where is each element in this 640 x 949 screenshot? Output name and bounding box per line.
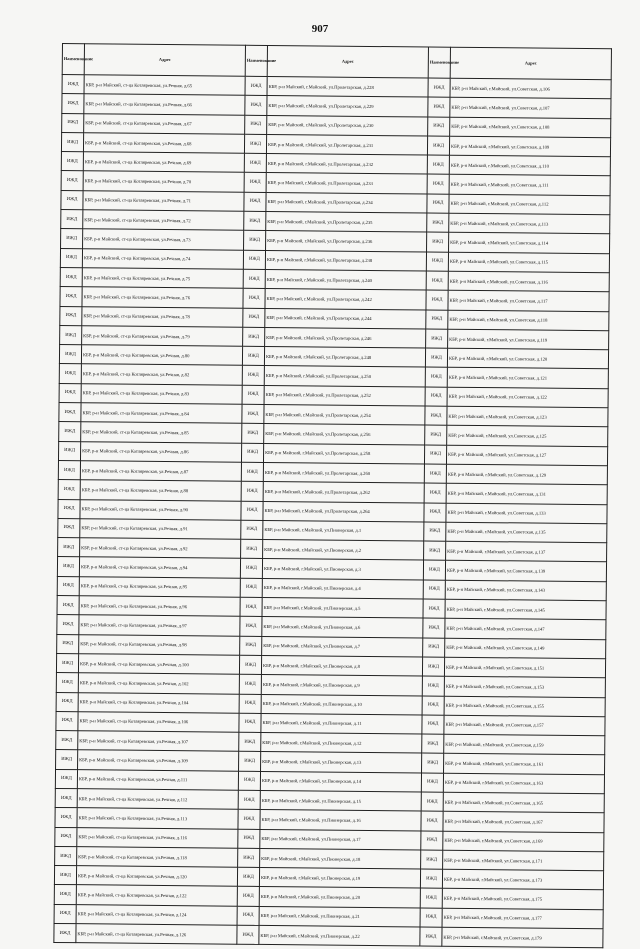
cell-kind-1: ИЖД — [57, 615, 79, 635]
cell-address-3: КБР, р-н Майский, г.Майский, ул.Советская, д.131 — [446, 483, 607, 504]
cell-address-2: КБР, р-н Майский, г.Майский, ул.Пролетарская, д.248 — [264, 347, 425, 368]
cell-address-2: КБР, р-н Майский, г.Майский, ул.Пионерская, д.21 — [259, 906, 420, 927]
cell-kind-2: ИЖД — [237, 887, 259, 907]
cell-kind-2: ИЖД — [239, 674, 261, 694]
cell-address-2: КБР, р-н Майский, г.Майский, ул.Пролетарская, д.246 — [265, 327, 426, 348]
cell-address-1: КБР, р-н Майский, ст-ца Котляревская, ул.Речная, д.92 — [80, 538, 241, 559]
cell-kind-3: ИЖД — [427, 232, 449, 252]
cell-kind-2: ИЖД — [245, 115, 267, 135]
cell-kind-2: ИЖД — [243, 327, 265, 347]
cell-kind-1: ИЖД — [56, 731, 78, 751]
header-address-3: Адрес — [450, 47, 611, 80]
cell-address-2: КБР, р-н Майский, г.Майский, ул.Пионерская, д.5 — [262, 597, 423, 618]
cell-address-1: КБР, р-н Майский, ст-ца Котляревская, ул.Речная, д.111 — [77, 769, 238, 790]
cell-address-2: КБР, р-н Майский, г.Майский, ул.Пролетарская, д.264 — [263, 501, 424, 522]
cell-kind-3: ИЖД — [427, 136, 449, 156]
cell-address-1: КБР, р-н Майский, ст-ца Котляревская, ул.Речная, д.86 — [80, 441, 241, 462]
cell-address-2: КБР, р-н Майский, г.Майский, ул.Пионерская, д.3 — [262, 559, 423, 580]
cell-address-3: КБР, р-н Майский, г.Майский, ул.Советская, д.169 — [443, 831, 604, 852]
cell-kind-2: ИЖД — [241, 462, 263, 482]
cell-kind-3: ИЖД — [424, 483, 446, 503]
cell-kind-1: ИЖД — [56, 711, 78, 731]
cell-kind-3: ИЖД — [421, 792, 443, 812]
cell-address-3: КБР, р-н Майский, г.Майский, ул.Советская, д.143 — [445, 580, 606, 601]
cell-kind-2: ИЖД — [244, 173, 266, 193]
cell-address-1: КБР, р-н Майский, ст-ца Котляревская, ул.Речная, д.66 — [84, 94, 245, 115]
cell-kind-2: ИЖД — [240, 597, 262, 617]
cell-address-1: КБР, р-н Майский, ст-ца Котляревская, ул.Речная, д.107 — [78, 731, 239, 752]
cell-kind-2: ИЖД — [238, 829, 260, 849]
cell-address-3: КБР, р-н Майский, г.Майский, ул.Советская, д.107 — [450, 98, 611, 119]
cell-address-2: КБР, р-н Майский, г.Майский, ул.Пролетарская, д.238 — [265, 250, 426, 271]
cell-kind-2: ИЖД — [242, 404, 264, 424]
cell-kind-3: ИЖД — [428, 97, 450, 117]
cell-kind-3: ИЖД — [427, 194, 449, 214]
cell-address-3: КБР, р-н Майский, г.Майский, ул.Советская, д.175 — [442, 889, 603, 910]
cell-kind-2: ИЖД — [238, 771, 260, 791]
cell-address-1: КБР, р-н Майский, ст-ца Котляревская, ул.Речная, д.97 — [79, 615, 240, 636]
cell-address-1: КБР, р-н Майский, ст-ца Котляревская, ул.Речная, д.100 — [78, 654, 239, 675]
cell-kind-3: ИЖД — [421, 773, 443, 793]
cell-address-2: КБР, р-н Майский, г.Майский, ул.Пролетарская, д.244 — [265, 308, 426, 329]
cell-kind-1: ИЖД — [59, 383, 81, 403]
cell-address-3: КБР, р-н Майский, г.Майский, ул.Советская, д.145 — [445, 599, 606, 620]
cell-address-2: КБР, р-н Майский, г.Майский, ул.Пролетарская, д.232 — [266, 154, 427, 175]
cell-kind-3: ИЖД — [426, 310, 448, 330]
cell-kind-3: ИЖД — [423, 580, 445, 600]
cell-kind-1: ИЖД — [62, 113, 84, 133]
cell-address-3: КБР, р-н Майский, г.Майский, ул.Советская, д.149 — [445, 638, 606, 659]
cell-kind-1: ИЖД — [55, 846, 77, 866]
cell-kind-2: ИЖД — [241, 481, 263, 501]
cell-address-2: КБР, р-н Майский, г.Майский, ул.Пролетарская, д.230 — [267, 115, 428, 136]
cell-address-3: КБР, р-н Майский, г.Майский, ул.Советская, д.106 — [450, 78, 611, 99]
cell-address-2: КБР, р-н Майский, г.Майский, ул.Пионерская, д.2 — [263, 540, 424, 561]
cell-address-1: КБР, р-н Майский, ст-ца Котляревская, ул.Речная, д.73 — [83, 229, 244, 250]
cell-address-2: КБР, р-н Майский, г.Майский, ул.Пионерская, д.10 — [261, 694, 422, 715]
cell-address-2: КБР, р-н Майский, г.Майский, ул.Пролетарская, д.258 — [263, 443, 424, 464]
cell-kind-3: ИЖД — [424, 503, 446, 523]
cell-address-3: КБР, р-н Майский, г.Майский, ул.Советская, д.127 — [446, 445, 607, 466]
cell-kind-3: ИЖД — [426, 252, 448, 272]
cell-kind-2: ИЖД — [239, 655, 261, 675]
cell-kind-3: ИЖД — [425, 367, 447, 387]
cell-kind-2: ИЖД — [244, 153, 266, 173]
cell-kind-1: ИЖД — [57, 595, 79, 615]
cell-address-1: КБР, р-н Майский, ст-ца Котляревская, ул.Речная, д.95 — [79, 576, 240, 597]
cell-kind-2: ИЖД — [245, 76, 267, 96]
cell-kind-2: ИЖД — [243, 250, 265, 270]
cell-kind-3: ИЖД — [420, 888, 442, 908]
cell-kind-3: ИЖД — [420, 927, 442, 947]
cell-address-1: КБР, р-н Майский, ст-ца Котляревская, ул.Речная, д.84 — [81, 403, 242, 424]
cell-kind-3: ИЖД — [428, 78, 450, 98]
cell-kind-2: ИЖД — [242, 366, 264, 386]
cell-address-2: КБР, р-н Майский, г.Майский, ул.Пролетарская, д.262 — [263, 482, 424, 503]
cell-address-1: КБР, р-н Майский, ст-ца Котляревская, ул.Речная, д.104 — [78, 692, 239, 713]
cell-kind-1: ИЖД — [55, 827, 77, 847]
cell-address-2: КБР, р-н Майский, г.Майский, ул.Пионерская, д.20 — [259, 887, 420, 908]
cell-address-3: КБР, р-н Майский, г.Майский, ул.Советская, д.173 — [442, 869, 603, 890]
cell-kind-1: ИЖД — [60, 248, 82, 268]
cell-kind-3: ИЖД — [424, 464, 446, 484]
cell-address-1: КБР, р-н Майский, ст-ца Котляревская, ул.Речная, д.68 — [83, 133, 244, 154]
cell-address-3: КБР, р-н Майский, г.Майский, ул.Советская, д.115 — [448, 252, 609, 273]
cell-kind-1: ИЖД — [62, 75, 84, 95]
cell-address-3: КБР, р-н Майский, г.Майский, ул.Советская, д.118 — [448, 310, 609, 331]
cell-kind-1: ИЖД — [61, 229, 83, 249]
cell-address-3: КБР, р-н Майский, г.Майский, ул.Советская, д.165 — [443, 792, 604, 813]
cell-kind-1: ИЖД — [61, 132, 83, 152]
cell-kind-3: ИЖД — [428, 117, 450, 137]
cell-kind-1: ИЖД — [58, 499, 80, 519]
cell-address-3: КБР, р-н Майский, г.Майский, ул.Советская, д.116 — [448, 271, 609, 292]
cell-kind-3: ИЖД — [423, 638, 445, 658]
cell-kind-3: ИЖД — [422, 753, 444, 773]
cell-kind-1: ИЖД — [59, 364, 81, 384]
cell-address-3: КБР, р-н Майский, г.Майский, ул.Советская, д.114 — [449, 233, 610, 254]
cell-address-3: КБР, р-н Майский, г.Майский, ул.Советская, д.111 — [449, 175, 610, 196]
cell-kind-2: ИЖД — [244, 134, 266, 154]
cell-kind-2: ИЖД — [243, 308, 265, 328]
cell-kind-1: ИЖД — [57, 576, 79, 596]
cell-kind-3: ИЖД — [423, 599, 445, 619]
cell-address-1: КБР, р-н Майский, ст-ца Котляревская, ул.Речная, д.122 — [76, 885, 237, 906]
cell-address-3: КБР, р-н Майский, г.Майский, ул.Советская, д.122 — [447, 387, 608, 408]
cell-kind-3: ИЖД — [422, 695, 444, 715]
cell-address-1: КБР, р-н Майский, ст-ца Котляревская, ул.Речная, д.79 — [82, 326, 243, 347]
cell-address-3: КБР, р-н Майский, г.Майский, ул.Советская, д.108 — [450, 117, 611, 138]
cell-kind-1: ИЖД — [58, 460, 80, 480]
cell-kind-2: ИЖД — [244, 192, 266, 212]
cell-kind-1: ИЖД — [54, 885, 76, 905]
cell-address-1: КБР, р-н Майский, ст-ца Котляревская, ул.Речная, д.113 — [77, 808, 238, 829]
cell-address-3: КБР, р-н Майский, г.Майский, ул.Советская, д.151 — [444, 657, 605, 678]
cell-kind-2: ИЖД — [242, 346, 264, 366]
cell-kind-1: ИЖД — [59, 422, 81, 442]
cell-address-3: КБР, р-н Майский, г.Майский, ул.Советская, д.179 — [442, 927, 603, 948]
cell-kind-1: ИЖД — [56, 692, 78, 712]
cell-kind-2: ИЖД — [239, 752, 261, 772]
cell-address-1: КБР, р-н Майский, ст-ца Котляревская, ул.Речная, д.126 — [76, 924, 237, 945]
cell-address-1: КБР, р-н Майский, ст-ца Котляревская, ул.Речная, д.70 — [83, 171, 244, 192]
cell-kind-3: ИЖД — [426, 290, 448, 310]
cell-kind-1: ИЖД — [58, 518, 80, 538]
cell-kind-2: ИЖД — [240, 559, 262, 579]
cell-kind-2: ИЖД — [241, 520, 263, 540]
cell-kind-2: ИЖД — [241, 443, 263, 463]
cell-address-3: КБР, р-н Майский, г.Майский, ул.Советская, д.147 — [445, 619, 606, 640]
cell-kind-3: ИЖД — [427, 213, 449, 233]
cell-address-2: КБР, р-н Майский, г.Майский, ул.Пионерская, д.17 — [260, 829, 421, 850]
cell-kind-1: ИЖД — [54, 924, 76, 944]
cell-address-2: КБР, р-н Майский, г.Майский, ул.Пионерская, д.4 — [262, 578, 423, 599]
cell-kind-3: ИЖД — [425, 387, 447, 407]
cell-kind-1: ИЖД — [61, 171, 83, 191]
cell-kind-3: ИЖД — [421, 850, 443, 870]
cell-address-1: КБР, р-н Майский, ст-ца Котляревская, ул.Речная, д.91 — [80, 519, 241, 540]
cell-address-2: КБР, р-н Майский, г.Майский, ул.Пионерская, д.14 — [260, 771, 421, 792]
table-body — [54, 75, 611, 949]
cell-kind-2: ИЖД — [241, 501, 263, 521]
cell-kind-2: ИЖД — [239, 732, 261, 752]
page-number: 907 — [311, 23, 329, 35]
cell-address-3: КБР, р-н Майский, г.Майский, ул.Советская, д.109 — [449, 136, 610, 157]
table-row — [54, 924, 603, 949]
cell-address-2: КБР, р-н Майский, г.Майский, ул.Пролетарская, д.256 — [264, 424, 425, 445]
cell-kind-1: ИЖД — [57, 557, 79, 577]
cell-kind-2: ИЖД — [238, 810, 260, 830]
cell-address-3: КБР, р-н Майский, г.Майский, ул.Советская, д.163 — [443, 773, 604, 794]
cell-address-2: КБР, р-н Майский, г.Майский, ул.Пионерская, д.11 — [261, 713, 422, 734]
header-kind-2: Наименование — [245, 45, 267, 76]
cell-address-1: КБР, р-н Майский, ст-ца Котляревская, ул.Речная, д.116 — [77, 827, 238, 848]
cell-address-3: КБР, р-н Майский, г.Майский, ул.Советская, д.112 — [449, 194, 610, 215]
cell-kind-3: ИЖД — [425, 406, 447, 426]
cell-kind-3: ИЖД — [421, 831, 443, 851]
cell-kind-1: ИЖД — [54, 866, 76, 886]
cell-kind-3: ИЖД — [422, 715, 444, 735]
cell-address-2: КБР, р-н Майский, г.Майский, ул.Пионерская, д.8 — [261, 655, 422, 676]
cell-kind-3: ИЖД — [420, 869, 442, 889]
cell-kind-2: ИЖД — [238, 790, 260, 810]
cell-kind-2: ИЖД — [240, 578, 262, 598]
cell-address-1: КБР, р-н Майский, ст-ца Котляревская, ул.Речная, д.102 — [78, 673, 239, 694]
cell-address-2: КБР, р-н Майский, г.Майский, ул.Пионерская, д.1 — [263, 520, 424, 541]
cell-kind-3: ИЖД — [422, 657, 444, 677]
cell-kind-3: ИЖД — [425, 348, 447, 368]
cell-address-1: КБР, р-н Майский, ст-ца Котляревская, ул.Речная, д.109 — [78, 750, 239, 771]
cell-address-1: КБР, р-н Майский, ст-ца Котляревская, ул.Речная, д.75 — [82, 268, 243, 289]
cell-address-3: КБР, р-н Майский, г.Майский, ул.Советская, д.157 — [444, 715, 605, 736]
header-address-2: Адрес — [267, 45, 428, 78]
cell-address-2: КБР, р-н Майский, г.Майский, ул.Пролетарская, д.228 — [267, 76, 428, 97]
cell-kind-3: ИЖД — [424, 522, 446, 542]
cell-kind-1: ИЖД — [54, 904, 76, 924]
cell-kind-1: ИЖД — [60, 267, 82, 287]
cell-address-2: КБР, р-н Майский, г.Майский, ул.Пионерская, д.13 — [261, 752, 422, 773]
cell-address-1: КБР, р-н Майский, ст-ца Котляревская, ул.Речная, д.74 — [82, 248, 243, 269]
cell-address-2: КБР, р-н Майский, г.Майский, ул.Пролетарская, д.235 — [266, 212, 427, 233]
cell-address-1: КБР, р-н Майский, ст-ца Котляревская, ул.Речная, д.72 — [83, 210, 244, 231]
cell-kind-2: ИЖД — [240, 617, 262, 637]
cell-address-2: КБР, р-н Майский, г.Майский, ул.Пионерская, д.22 — [259, 925, 420, 946]
cell-kind-1: ИЖД — [60, 287, 82, 307]
cell-kind-3: ИЖД — [427, 155, 449, 175]
cell-address-2: КБР, р-н Майский, г.Майский, ул.Пролетарская, д.242 — [265, 289, 426, 310]
cell-kind-3: ИЖД — [426, 271, 448, 291]
cell-address-2: КБР, р-н Майский, г.Майский, ул.Пионерская, д.6 — [262, 617, 423, 638]
cell-address-2: КБР, р-н Майский, г.Майский, ул.Пролетарская, д.260 — [263, 462, 424, 483]
cell-address-3: КБР, р-н Майский, г.Майский, ул.Советская, д.119 — [448, 329, 609, 350]
cell-address-3: КБР, р-н Майский, г.Майский, ул.Советская, д.110 — [449, 155, 610, 176]
cell-kind-1: ИЖД — [58, 538, 80, 558]
cell-kind-3: ИЖД — [420, 908, 442, 928]
cell-kind-3: ИЖД — [422, 676, 444, 696]
cell-kind-1: ИЖД — [55, 769, 77, 789]
cell-kind-2: ИЖД — [243, 269, 265, 289]
header-kind-1: Наименование — [62, 44, 84, 75]
cell-kind-1: ИЖД — [62, 94, 84, 114]
cell-address-3: КБР, р-н Майский, г.Майский, ул.Советская, д.113 — [449, 213, 610, 234]
cell-address-1: КБР, р-н Майский, ст-ца Котляревская, ул.Речная, д.124 — [76, 904, 237, 925]
cell-kind-1: ИЖД — [61, 152, 83, 172]
cell-kind-2: ИЖД — [242, 385, 264, 405]
cell-address-3: КБР, р-н Майский, г.Майский, ул.Советская, д.120 — [447, 348, 608, 369]
cell-kind-3: ИЖД — [423, 618, 445, 638]
cell-address-1: КБР, р-н Майский, ст-ца Котляревская, ул.Речная, д.69 — [83, 152, 244, 173]
cell-kind-1: ИЖД — [56, 653, 78, 673]
header-kind-3: Наименование — [428, 47, 450, 78]
cell-address-2: КБР, р-н Майский, г.Майский, ул.Пролетарская, д.254 — [264, 405, 425, 426]
cell-address-3: КБР, р-н Майский, г.Майский, ул.Советская, д.171 — [443, 850, 604, 871]
cell-address-2: КБР, р-н Майский, г.Майский, ул.Пролетарская, д.236 — [266, 231, 427, 252]
cell-kind-2: ИЖД — [240, 636, 262, 656]
cell-kind-2: ИЖД — [237, 925, 259, 945]
cell-kind-3: ИЖД — [421, 811, 443, 831]
cell-kind-1: ИЖД — [57, 634, 79, 654]
cell-address-1: КБР, р-н Майский, ст-ца Котляревская, ул.Речная, д.85 — [81, 422, 242, 443]
cell-kind-1: ИЖД — [55, 788, 77, 808]
cell-kind-3: ИЖД — [422, 734, 444, 754]
cell-address-2: КБР, р-н Майский, г.Майский, ул.Пролетарская, д.234 — [266, 192, 427, 213]
cell-address-2: КБР, р-н Майский, г.Майский, ул.Пролетарская, д.231 — [266, 134, 427, 155]
cell-address-1: КБР, р-н Майский, ст-ца Котляревская, ул.Речная, д.71 — [83, 190, 244, 211]
cell-address-1: КБР, р-н Майский, ст-ца Котляревская, ул.Речная, д.76 — [82, 287, 243, 308]
cell-kind-2: ИЖД — [237, 906, 259, 926]
cell-address-2: КБР, р-н Майский, г.Майский, ул.Пролетарская, д.229 — [267, 96, 428, 117]
cell-kind-2: ИЖД — [238, 848, 260, 868]
cell-kind-3: ИЖД — [424, 541, 446, 561]
cell-kind-1: ИЖД — [61, 210, 83, 230]
cell-kind-1: ИЖД — [56, 673, 78, 693]
cell-kind-2: ИЖД — [244, 211, 266, 231]
cell-address-2: КБР, р-н Майский, г.Майский, ул.Пионерская, д.7 — [262, 636, 423, 657]
cell-address-1: КБР, р-н Майский, ст-ца Котляревская, ул.Речная, д.80 — [81, 345, 242, 366]
cell-address-3: КБР, р-н Майский, г.Майский, ул.Советская, д.155 — [444, 696, 605, 717]
cell-address-3: КБР, р-н Майский, г.Майский, ул.Советская, д.137 — [446, 541, 607, 562]
cell-kind-2: ИЖД — [239, 713, 261, 733]
cell-address-3: КБР, р-н Майский, г.Майский, ул.Советская, д.129 — [446, 464, 607, 485]
cell-address-3: КБР, р-н Майский, г.Майский, ул.Советская, д.123 — [447, 406, 608, 427]
cell-address-1: КБР, р-н Майский, ст-ца Котляревская, ул.Речная, д.96 — [79, 596, 240, 617]
cell-kind-2: ИЖД — [241, 539, 263, 559]
cell-address-3: КБР, р-н Майский, г.Майский, ул.Советская, д.133 — [446, 503, 607, 524]
cell-address-2: КБР, р-н Майский, г.Майский, ул.Пролетарская, д.250 — [264, 366, 425, 387]
address-table-wrapper — [53, 43, 612, 949]
cell-kind-1: ИЖД — [58, 480, 80, 500]
cell-address-1: КБР, р-н Майский, ст-ца Котляревская, ул.Речная, д.78 — [82, 306, 243, 327]
cell-address-1: КБР, р-н Майский, ст-ца Котляревская, ул.Речная, д.120 — [76, 866, 237, 887]
cell-address-1: КБР, р-н Майский, ст-ца Котляревская, ул.Речная, д.82 — [81, 364, 242, 385]
cell-kind-1: ИЖД — [55, 808, 77, 828]
cell-kind-2: ИЖД — [244, 231, 266, 251]
cell-address-1: КБР, р-н Майский, ст-ца Котляревская, ул.Речная, д.112 — [77, 789, 238, 810]
cell-kind-2: ИЖД — [245, 96, 267, 116]
cell-address-3: КБР, р-н Майский, г.Майский, ул.Советская, д.125 — [447, 426, 608, 447]
cell-address-1: КБР, р-н Майский, ст-ца Котляревская, ул.Речная, д.118 — [77, 847, 238, 868]
cell-kind-2: ИЖД — [237, 867, 259, 887]
cell-kind-1: ИЖД — [61, 190, 83, 210]
cell-address-2: КБР, р-н Майский, г.Майский, ул.Пионерская, д.12 — [261, 733, 422, 754]
cell-kind-3: ИЖД — [423, 560, 445, 580]
cell-kind-1: ИЖД — [59, 345, 81, 365]
cell-kind-3: ИЖД — [425, 425, 447, 445]
cell-address-3: КБР, р-н Майский, г.Майский, ул.Советская, д.177 — [442, 908, 603, 929]
cell-address-2: КБР, р-н Майский, г.Майский, ул.Пролетарская, д.252 — [264, 385, 425, 406]
cell-kind-2: ИЖД — [242, 424, 264, 444]
cell-address-3: КБР, р-н Майский, г.Майский, ул.Советская, д.153 — [444, 676, 605, 697]
cell-address-1: КБР, р-н Майский, ст-ца Котляревская, ул.Речная, д.98 — [79, 634, 240, 655]
cell-address-3: КБР, р-н Майский, г.Майский, ул.Советская, д.121 — [447, 368, 608, 389]
cell-address-2: КБР, р-н Майский, г.Майский, ул.Пионерская, д.15 — [260, 790, 421, 811]
cell-kind-3: ИЖД — [426, 329, 448, 349]
cell-kind-1: ИЖД — [59, 403, 81, 423]
cell-kind-2: ИЖД — [239, 694, 261, 714]
cell-address-1: КБР, р-н Майский, ст-ца Котляревская, ул.Речная, д.87 — [80, 461, 241, 482]
cell-address-1: КБР, р-н Майский, ст-ца Котляревская, ул.Речная, д.65 — [84, 75, 245, 96]
cell-kind-1: ИЖД — [58, 441, 80, 461]
cell-address-3: КБР, р-н Майский, г.Майский, ул.Советская, д.139 — [445, 561, 606, 582]
cell-address-1: КБР, р-н Майский, ст-ца Котляревская, ул.Речная, д.67 — [84, 113, 245, 134]
cell-kind-3: ИЖД — [427, 174, 449, 194]
address-table — [53, 43, 612, 949]
cell-address-3: КБР, р-н Майский, г.Майский, ул.Советская, д.135 — [446, 522, 607, 543]
cell-address-2: КБР, р-н Майский, г.Майский, ул.Пионерская, д.9 — [261, 675, 422, 696]
cell-address-2: КБР, р-н Майский, г.Майский, ул.Пионерская, д.19 — [259, 868, 420, 889]
cell-address-2: КБР, р-н Майский, г.Майский, ул.Пролетарская, д.233 — [266, 173, 427, 194]
cell-kind-2: ИЖД — [243, 289, 265, 309]
cell-address-3: КБР, р-н Майский, г.Майский, ул.Советская, д.159 — [444, 734, 605, 755]
cell-kind-3: ИЖД — [424, 445, 446, 465]
cell-address-3: КБР, р-н Майский, г.Майский, ул.Советская, д.167 — [443, 811, 604, 832]
cell-address-1: КБР, р-н Майский, ст-ца Котляревская, ул.Речная, д.88 — [80, 480, 241, 501]
cell-address-2: КБР, р-н Майский, г.Майский, ул.Пионерская, д.16 — [260, 810, 421, 831]
cell-address-1: КБР, р-н Майский, ст-ца Котляревская, ул.Речная, д.94 — [79, 557, 240, 578]
cell-address-1: КБР, р-н Майский, ст-ца Котляревская, ул.Речная, д.106 — [78, 711, 239, 732]
cell-address-3: КБР, р-н Майский, г.Майский, ул.Советская, д.161 — [444, 754, 605, 775]
cell-address-3: КБР, р-н Майский, г.Майский, ул.Советская, д.117 — [448, 290, 609, 311]
cell-address-1: КБР, р-н Майский, ст-ца Котляревская, ул.Речная, д.83 — [81, 383, 242, 404]
cell-address-2: КБР, р-н Майский, г.Майский, ул.Пролетарская, д.240 — [265, 269, 426, 290]
cell-kind-1: ИЖД — [60, 306, 82, 326]
cell-address-2: КБР, р-н Майский, г.Майский, ул.Пионерская, д.18 — [260, 848, 421, 869]
header-address-1: Адрес — [84, 44, 245, 77]
cell-kind-1: ИЖД — [60, 325, 82, 345]
cell-address-1: КБР, р-н Майский, ст-ца Котляревская, ул.Речная, д.90 — [80, 499, 241, 520]
cell-kind-1: ИЖД — [56, 750, 78, 770]
